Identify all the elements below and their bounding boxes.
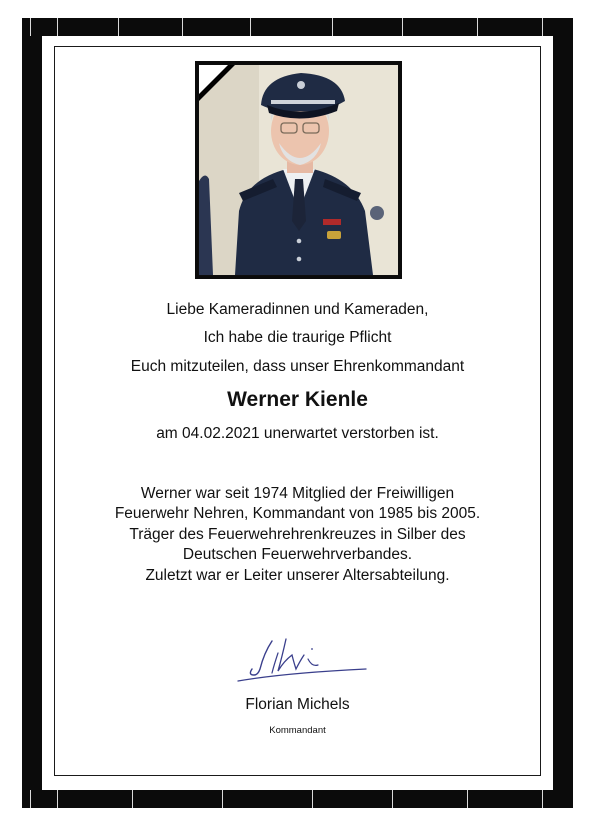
deceased-name: Werner Kienle [227,388,368,411]
biography-line: Träger des Feuerwehrehrenkreuzes in Silber des [129,526,466,543]
signatory-title: Kommandant [269,725,326,736]
obituary-card [54,46,541,776]
handwritten-signature [234,631,374,683]
announcement-line: Euch mitzuteilen, dass unser Ehrenkommandant [130,358,465,375]
duty-line: Ich habe die traurige Pflicht [203,329,392,346]
biography-line: Werner war seit 1974 Mitglied der Freiwilligen [140,485,455,502]
signatory-name: Florian Michels [245,696,350,713]
firefighter-portrait-icon [195,61,402,279]
greeting-line: Liebe Kameradinnen und Kameraden, [166,301,429,318]
biography-line: Zuletzt war er Leiter unserer Altersabteilung. [145,567,450,584]
biography-line: Deutschen Feuerwehrverbandes. [182,546,413,563]
date-of-death-line: am 04.02.2021 unerwartet verstorben ist. [156,425,439,442]
portrait-photo [195,61,402,279]
biography-line: Feuerwehr Nehren, Kommandant von 1985 bis 2005. [114,505,481,522]
